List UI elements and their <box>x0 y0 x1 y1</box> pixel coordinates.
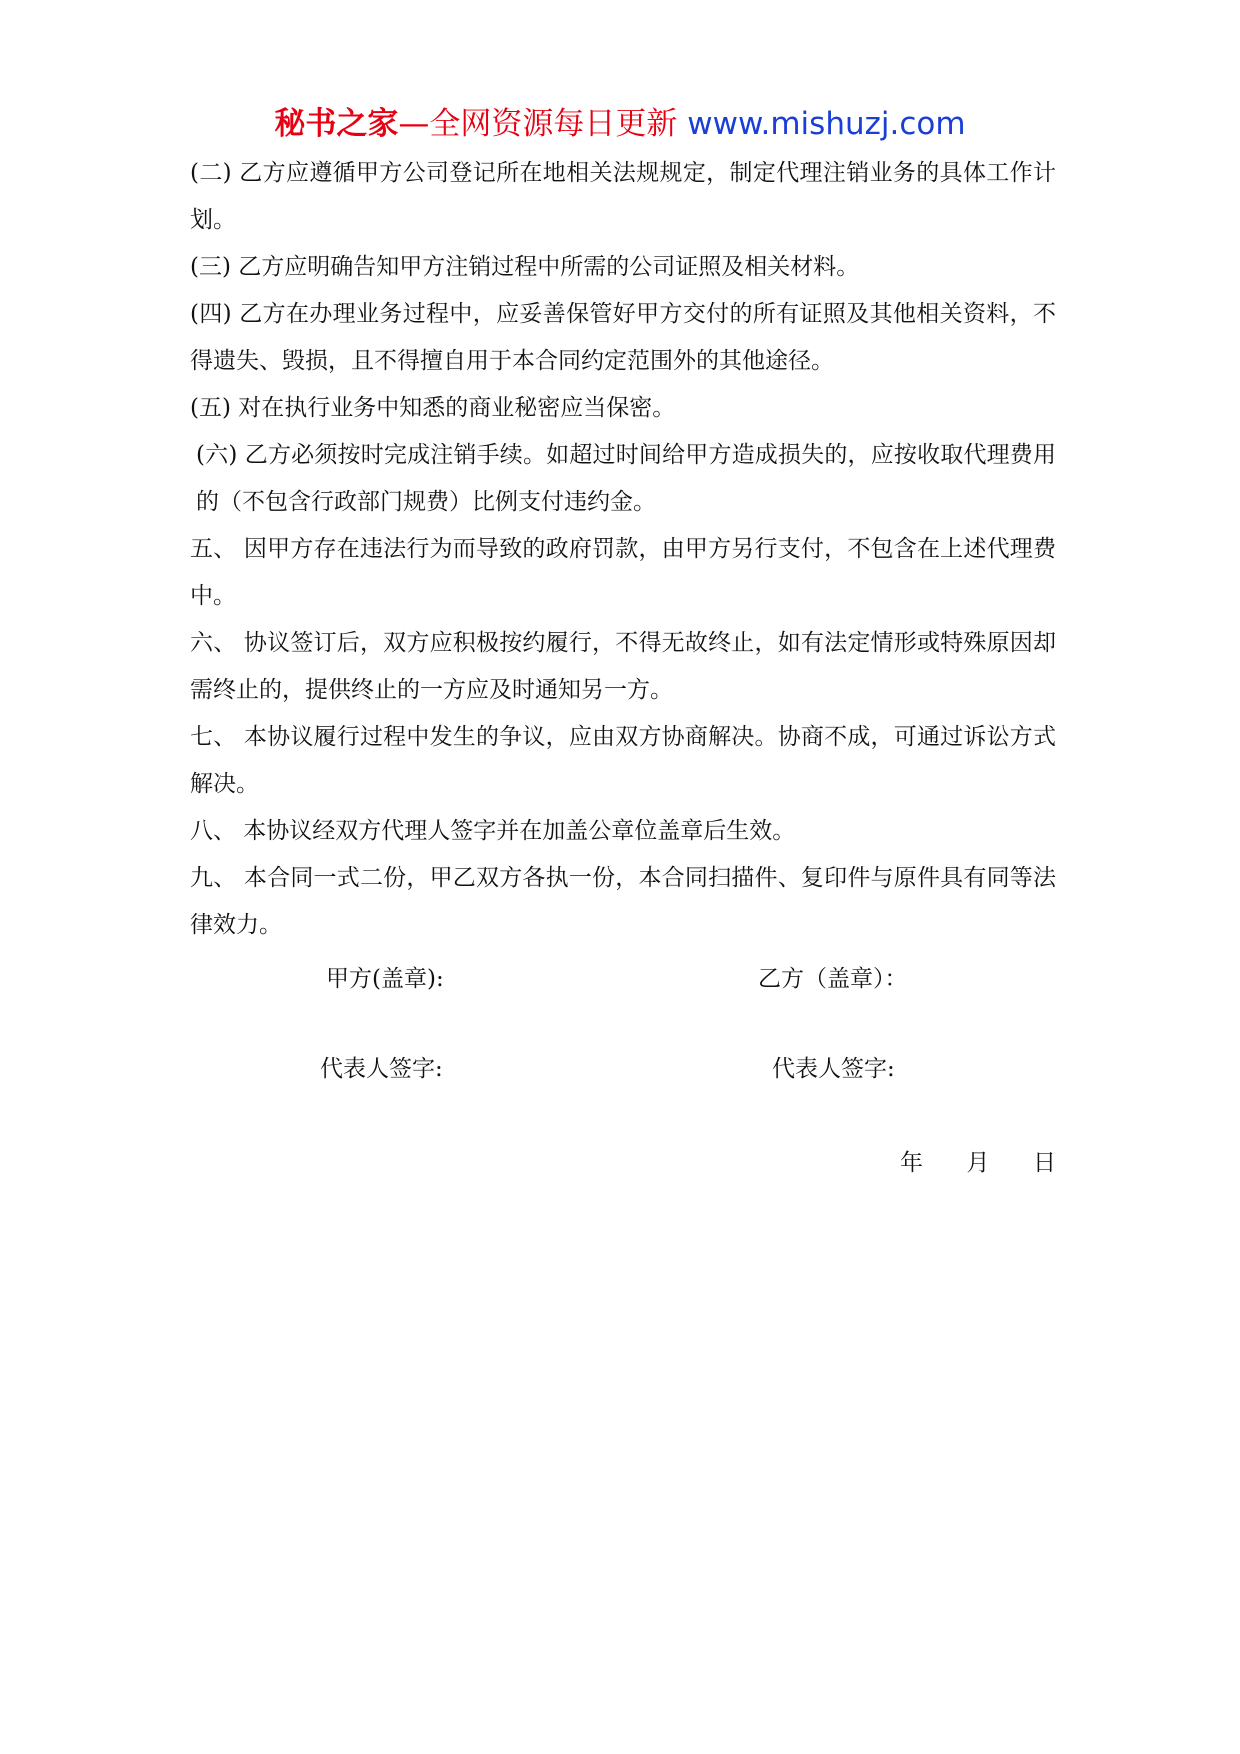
clause-5: 五、 因甲方存在违法行为而导致的政府罚款，由甲方另行支付，不包含在上述代理费中。 <box>190 536 1056 609</box>
clause-4-3: (三) 乙方应明确告知甲方注销过程中所需的公司证照及相关材料。 <box>190 254 860 280</box>
clause-4-2: (二) 乙方应遵循甲方公司登记所在地相关法规规定，制定代理注销业务的具体工作计划。 <box>190 160 1056 233</box>
header-url[interactable]: www.mishuzj.com <box>687 106 966 142</box>
party-b-rep-label: 代表人签字: <box>772 1056 895 1082</box>
site-header <box>0 104 1240 144</box>
date-year-label: 年 <box>900 1150 923 1176</box>
party-a-rep-label: 代表人签字: <box>320 1056 443 1082</box>
party-b-seal-label: 乙方（盖章）： <box>758 966 908 992</box>
header-tagline: —全网资源每日更新 <box>398 106 678 142</box>
clause-4-4: (四) 乙方在办理业务过程中，应妥善保管好甲方交付的所有证照及其他相关资料，不得遗失、毁损，且不得擅自用于本合同约定范围外的其他途径。 <box>190 301 1056 374</box>
date-month-label: 月 <box>966 1150 990 1176</box>
party-a-seal-label: 甲方(盖章): <box>326 966 444 992</box>
clause-4-5: (五) 对在执行业务中知悉的商业秘密应当保密。 <box>190 395 676 421</box>
clause-8: 八、 本协议经双方代理人签字并在加盖公章位盖章后生效。 <box>190 818 796 844</box>
clause-7: 七、 本协议履行过程中发生的争议，应由双方协商解决。协商不成，可通过诉讼方式解决。 <box>190 724 1056 797</box>
clause-4-6: (六) 乙方必须按时完成注销手续。如超过时间给甲方造成损失的，应按收取代理费用的（不包含行政部门规费）比例支付违约金。 <box>196 442 1056 515</box>
header-brand: 秘书之家 <box>274 106 399 142</box>
date-day-label: 日 <box>1033 1150 1056 1176</box>
contract-body <box>190 150 1056 949</box>
signing-date <box>900 1148 1056 1178</box>
clause-6: 六、 协议签订后，双方应积极按约履行，不得无故终止，如有法定情形或特殊原因却需终止的，提供终止的一方应及时通知另一方。 <box>190 630 1056 703</box>
clause-9: 九、 本合同一式二份，甲乙双方各执一份，本合同扫描件、复印件与原件具有同等法律效力。 <box>190 865 1056 938</box>
